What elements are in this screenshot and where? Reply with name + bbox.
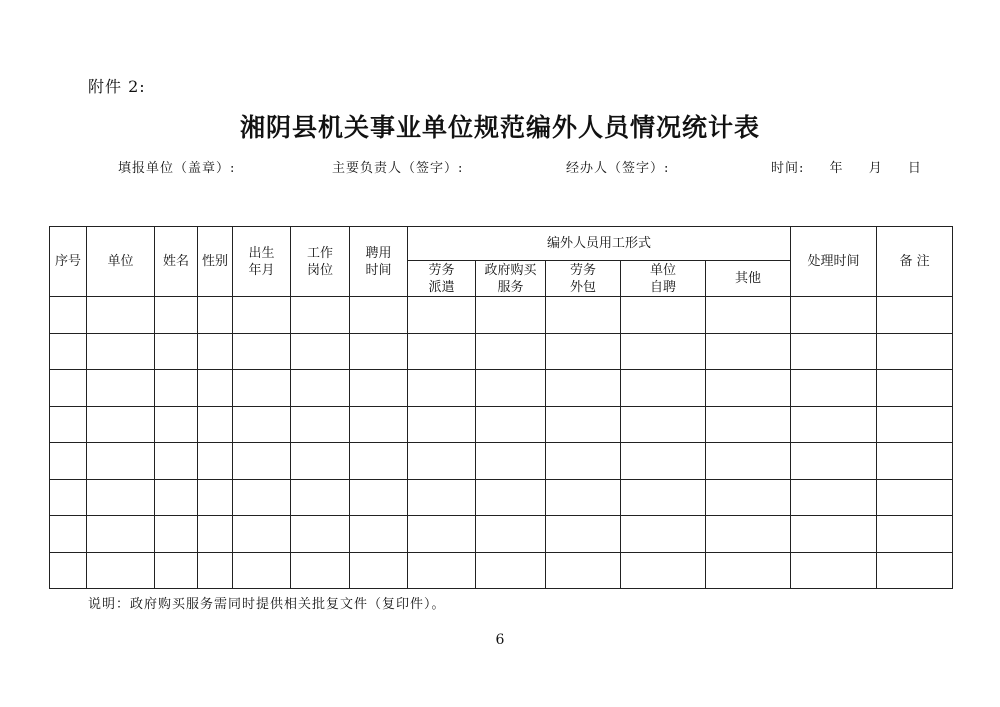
table-cell[interactable] (350, 443, 408, 480)
table-cell[interactable] (706, 297, 791, 334)
header-process-time: 处理时间 (791, 227, 877, 297)
table-cell[interactable] (155, 297, 198, 334)
form-purchase-line1: 政府购买 (484, 262, 537, 278)
table-cell[interactable] (476, 516, 546, 553)
table-cell[interactable] (791, 516, 877, 553)
table-cell[interactable] (408, 406, 476, 443)
header-form-outsource (546, 261, 621, 297)
table-cell[interactable] (621, 516, 706, 553)
table-cell[interactable] (546, 443, 621, 480)
table-cell[interactable] (291, 552, 350, 589)
table-cell[interactable] (791, 406, 877, 443)
fill-handler-label: 经办人（签字）: (566, 161, 670, 176)
table-cell[interactable] (198, 406, 233, 443)
table-cell[interactable] (198, 297, 233, 334)
statistics-table (49, 226, 953, 589)
table-cell[interactable] (408, 479, 476, 516)
table-cell[interactable] (791, 443, 877, 480)
form-dispatch-line2: 派遣 (428, 279, 455, 295)
header-hire-time (350, 227, 408, 297)
fill-unit-label: 填报单位（盖章）: (118, 161, 236, 176)
table-cell[interactable] (50, 297, 87, 334)
table-cell[interactable] (476, 297, 546, 334)
header-hire-line2: 时间 (365, 262, 392, 278)
table-cell[interactable] (546, 406, 621, 443)
table-cell[interactable] (50, 333, 87, 370)
table-cell[interactable] (291, 297, 350, 334)
table-cell[interactable] (50, 479, 87, 516)
table-cell[interactable] (87, 516, 155, 553)
table-cell[interactable] (621, 333, 706, 370)
table-cell[interactable] (291, 516, 350, 553)
table-cell[interactable] (877, 479, 953, 516)
table-cell[interactable] (233, 516, 291, 553)
table-cell[interactable] (155, 479, 198, 516)
table-cell[interactable] (621, 443, 706, 480)
table-cell[interactable] (877, 406, 953, 443)
table-cell[interactable] (155, 552, 198, 589)
table-cell[interactable] (87, 406, 155, 443)
header-name: 姓名 (155, 227, 198, 297)
table-cell[interactable] (408, 297, 476, 334)
form-outsource-line1: 劳务 (569, 262, 596, 278)
time-label: 时间: (771, 161, 805, 176)
table-cell[interactable] (877, 370, 953, 407)
table-cell[interactable] (198, 516, 233, 553)
table-cell[interactable] (706, 406, 791, 443)
header-form-other (706, 261, 791, 297)
table-cell[interactable] (87, 297, 155, 334)
table-row (50, 516, 953, 553)
table-cell[interactable] (546, 516, 621, 553)
table-cell[interactable] (706, 370, 791, 407)
table-cell[interactable] (155, 333, 198, 370)
table-cell[interactable] (476, 443, 546, 480)
table-cell[interactable] (706, 552, 791, 589)
table-cell[interactable] (198, 333, 233, 370)
table-cell[interactable] (233, 552, 291, 589)
table-cell[interactable] (350, 479, 408, 516)
table-cell[interactable] (791, 370, 877, 407)
table-cell[interactable] (87, 479, 155, 516)
table-cell[interactable] (706, 333, 791, 370)
table-cell[interactable] (350, 552, 408, 589)
table-row (50, 479, 953, 516)
attachment-label: 附件 2: (88, 77, 146, 96)
table-row (50, 406, 953, 443)
table-row (50, 443, 953, 480)
header-post-line1: 工作 (306, 245, 333, 261)
form-self-hire-line2: 自聘 (649, 279, 676, 295)
table-cell[interactable] (791, 333, 877, 370)
header-birth-line2: 年月 (248, 262, 275, 278)
table-row (50, 370, 953, 407)
table-cell[interactable] (791, 479, 877, 516)
table-cell[interactable] (291, 333, 350, 370)
table-cell[interactable] (198, 552, 233, 589)
table-cell[interactable] (87, 370, 155, 407)
table-cell[interactable] (87, 333, 155, 370)
table-cell[interactable] (408, 443, 476, 480)
header-form-group: 编外人员用工形式 (408, 227, 791, 261)
table-cell[interactable] (706, 443, 791, 480)
table-cell[interactable] (546, 297, 621, 334)
table-cell[interactable] (706, 516, 791, 553)
table-cell[interactable] (155, 370, 198, 407)
table-cell[interactable] (350, 516, 408, 553)
table-cell[interactable] (233, 297, 291, 334)
form-other-line1: 其他 (735, 271, 762, 286)
table-cell[interactable] (791, 297, 877, 334)
table-cell[interactable] (233, 370, 291, 407)
table-cell[interactable] (476, 370, 546, 407)
table-cell[interactable] (877, 297, 953, 334)
page-number: 6 (495, 632, 505, 648)
table-cell[interactable] (50, 370, 87, 407)
month-label: 月 (868, 161, 883, 176)
table-cell[interactable] (621, 552, 706, 589)
table-cell[interactable] (476, 552, 546, 589)
table-cell[interactable] (155, 406, 198, 443)
table-body (50, 297, 953, 589)
table-cell[interactable] (291, 406, 350, 443)
table-cell[interactable] (877, 333, 953, 370)
table-cell[interactable] (155, 516, 198, 553)
header-post (291, 227, 350, 297)
table-cell[interactable] (50, 406, 87, 443)
table-cell[interactable] (50, 443, 87, 480)
form-dispatch-line1: 劳务 (428, 262, 455, 278)
header-form-dispatch (408, 261, 476, 297)
table-cell[interactable] (198, 479, 233, 516)
table-cell[interactable] (877, 443, 953, 480)
table-cell[interactable] (791, 552, 877, 589)
table-cell[interactable] (350, 370, 408, 407)
table-cell[interactable] (155, 443, 198, 480)
table-note: 说明：政府购买服务需同时提供相关批复文件（复印件）。 (88, 597, 446, 612)
fill-time-field (771, 157, 922, 176)
day-label: 日 (907, 161, 922, 176)
table-cell[interactable] (546, 552, 621, 589)
table-cell[interactable] (706, 479, 791, 516)
year-label: 年 (829, 161, 844, 176)
table-cell[interactable] (350, 333, 408, 370)
table-row (50, 552, 953, 589)
table-cell[interactable] (621, 297, 706, 334)
header-post-line2: 岗位 (306, 262, 333, 278)
table-cell[interactable] (233, 406, 291, 443)
header-form-self-hire (621, 261, 706, 297)
table-cell[interactable] (621, 406, 706, 443)
header-birth (233, 227, 291, 297)
header-gender: 性别 (198, 227, 233, 297)
table-cell[interactable] (291, 479, 350, 516)
header-form-purchase (476, 261, 546, 297)
table-cell[interactable] (621, 479, 706, 516)
form-outsource-line2: 外包 (569, 279, 596, 295)
table-cell[interactable] (233, 443, 291, 480)
table-cell[interactable] (408, 370, 476, 407)
form-self-hire-line1: 单位 (649, 262, 676, 278)
table-cell[interactable] (50, 552, 87, 589)
table-cell[interactable] (408, 552, 476, 589)
table-cell[interactable] (546, 333, 621, 370)
table-cell[interactable] (50, 516, 87, 553)
table-cell[interactable] (87, 552, 155, 589)
page-title: 湘阴县机关事业单位规范编外人员情况统计表 (239, 113, 760, 142)
table-cell[interactable] (476, 333, 546, 370)
form-purchase-line2: 服务 (497, 279, 524, 295)
table-cell[interactable] (198, 443, 233, 480)
header-birth-line1: 出生 (248, 245, 275, 261)
table-row (50, 297, 953, 334)
table-cell[interactable] (198, 370, 233, 407)
table-cell[interactable] (233, 333, 291, 370)
table-cell[interactable] (291, 370, 350, 407)
table-cell[interactable] (877, 552, 953, 589)
table-cell[interactable] (233, 479, 291, 516)
fill-leader-label: 主要负责人（签字）: (332, 161, 464, 176)
table-cell[interactable] (408, 516, 476, 553)
table-cell[interactable] (476, 479, 546, 516)
header-hire-line1: 聘用 (365, 245, 392, 261)
table-cell[interactable] (350, 406, 408, 443)
table-cell[interactable] (408, 333, 476, 370)
table-row (50, 333, 953, 370)
table-cell[interactable] (877, 516, 953, 553)
header-remark: 备 注 (877, 227, 953, 297)
header-unit: 单位 (87, 227, 155, 297)
table-cell[interactable] (621, 370, 706, 407)
table-cell[interactable] (350, 297, 408, 334)
table-cell[interactable] (546, 370, 621, 407)
table-cell[interactable] (476, 406, 546, 443)
table-cell[interactable] (546, 479, 621, 516)
table-cell[interactable] (87, 443, 155, 480)
header-row-1 (50, 227, 953, 261)
table-cell[interactable] (291, 443, 350, 480)
header-seq: 序号 (50, 227, 87, 297)
